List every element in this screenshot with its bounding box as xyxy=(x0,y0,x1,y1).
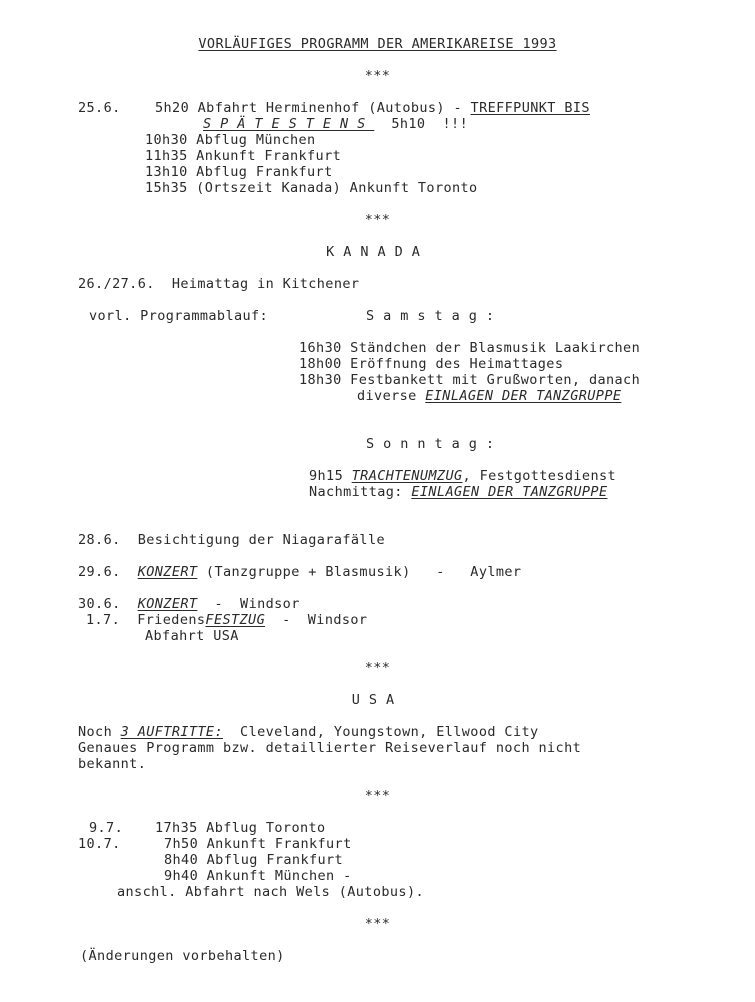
usa-line1 xyxy=(78,724,539,740)
auftritte-emph: 3 AUFTRITTE: xyxy=(120,724,223,740)
einlagen-emph: EINLAGEN DER TANZGRUPPE xyxy=(411,484,608,500)
exclamation-marks: !!! xyxy=(442,116,469,132)
heimattag-text: Heimattag in Kitchener xyxy=(171,276,360,292)
departure-line2 xyxy=(203,116,468,132)
flight-item: 15h35 (Ortszeit Kanada) Ankunft Toronto xyxy=(145,180,478,196)
heimattag-line xyxy=(78,276,359,292)
departure-time: 5h20 xyxy=(155,100,190,116)
diverse-text: diverse xyxy=(357,388,417,404)
separator: *** xyxy=(364,212,391,228)
programm-label: vorl. Programmablauf: xyxy=(89,308,269,324)
separator: *** xyxy=(364,916,391,932)
return-item: 8h40 Abflug Frankfurt xyxy=(164,852,344,868)
usa-heading: USA xyxy=(351,692,404,708)
meeting-time: 5h10 xyxy=(391,116,426,132)
festzug-emph: FESTZUG xyxy=(205,612,266,628)
return-date2: 10.7. xyxy=(78,836,121,852)
konzert1-line xyxy=(78,564,521,580)
separator: *** xyxy=(364,660,391,676)
nachmittag-text: Nachmittag: xyxy=(309,484,403,500)
document-title: VORLÄUFIGES PROGRAMM DER AMERIKAREISE 1993 xyxy=(198,36,557,52)
departure-line1 xyxy=(155,100,590,116)
departure-text: Abfahrt Herminenhof (Autobus) - xyxy=(197,100,463,116)
return-item: 7h50 Ankunft Frankfurt xyxy=(164,836,352,852)
trachtenumzug-emph: TRACHTENUMZUG xyxy=(351,468,463,484)
usa-cities: Cleveland, Youngstown, Ellwood City xyxy=(223,724,539,740)
flight-item: 13h10 Abflug Frankfurt xyxy=(145,164,333,180)
samstag-item: 16h30 Ständchen der Blasmusik Laakirchen xyxy=(299,340,641,356)
usa-line2: Genaues Programm bzw. detaillierter Reiseverlauf noch nicht xyxy=(78,740,582,756)
footer-note: (Änderungen vorbehalten) xyxy=(80,948,285,964)
niagara-text: Besichtigung der Niagarafälle xyxy=(137,532,386,548)
festzug-date: 1.7. xyxy=(86,612,121,628)
festzug-line xyxy=(86,612,367,628)
niagara-line xyxy=(78,532,385,548)
konzert1-text: (Tanzgruppe + Blasmusik) - Aylmer xyxy=(197,564,522,580)
flight-item: 11h35 Ankunft Frankfurt xyxy=(145,148,342,164)
konzert2-text: - Windsor xyxy=(197,596,300,612)
konzert-emph: KONZERT xyxy=(137,564,198,580)
departure-date: 25.6. xyxy=(78,100,121,116)
sonntag-line1 xyxy=(309,468,616,484)
einlagen-emph: EINLAGEN DER TANZGRUPPE xyxy=(425,388,622,404)
heimattag-date: 26./27.6. xyxy=(78,276,155,292)
festzug-pre: Friedens xyxy=(137,612,206,628)
festzug-text: - Windsor xyxy=(265,612,368,628)
separator: *** xyxy=(364,68,391,84)
festgottesdienst-text: , Festgottesdienst xyxy=(462,468,617,484)
return-item: 17h35 Abflug Toronto xyxy=(155,820,326,836)
usa-line3: bekannt. xyxy=(78,756,147,772)
flight-item: 10h30 Abflug München xyxy=(145,132,316,148)
abfahrt-usa: Abfahrt USA xyxy=(145,628,239,644)
niagara-date: 28.6. xyxy=(78,532,121,548)
return-date1: 9.7. xyxy=(89,820,124,836)
spaetestens-emph: SPÄTESTENS xyxy=(203,116,375,132)
return-final: anschl. Abfahrt nach Wels (Autobus). xyxy=(117,884,424,900)
noch-text: Noch xyxy=(78,724,113,740)
treffpunkt-emph: TREFFPUNKT BIS xyxy=(470,100,590,116)
separator: *** xyxy=(364,788,391,804)
konzert2-date: 30.6. xyxy=(78,596,121,612)
sonntag-time: 9h15 xyxy=(309,468,344,484)
samstag-heading: Samstag: xyxy=(366,308,504,324)
konzert2-line xyxy=(78,596,300,612)
kanada-heading: KANADA xyxy=(326,244,429,260)
konzert-emph: KONZERT xyxy=(137,596,198,612)
konzert1-date: 29.6. xyxy=(78,564,121,580)
samstag-item: 18h30 Festbankett mit Grußworten, danach xyxy=(299,372,641,388)
sonntag-heading: Sonntag: xyxy=(366,436,504,452)
samstag-continuation xyxy=(357,388,621,404)
sonntag-line2 xyxy=(309,484,607,500)
samstag-item: 18h00 Eröffnung des Heimattages xyxy=(299,356,564,372)
return-item: 9h40 Ankunft München - xyxy=(164,868,352,884)
